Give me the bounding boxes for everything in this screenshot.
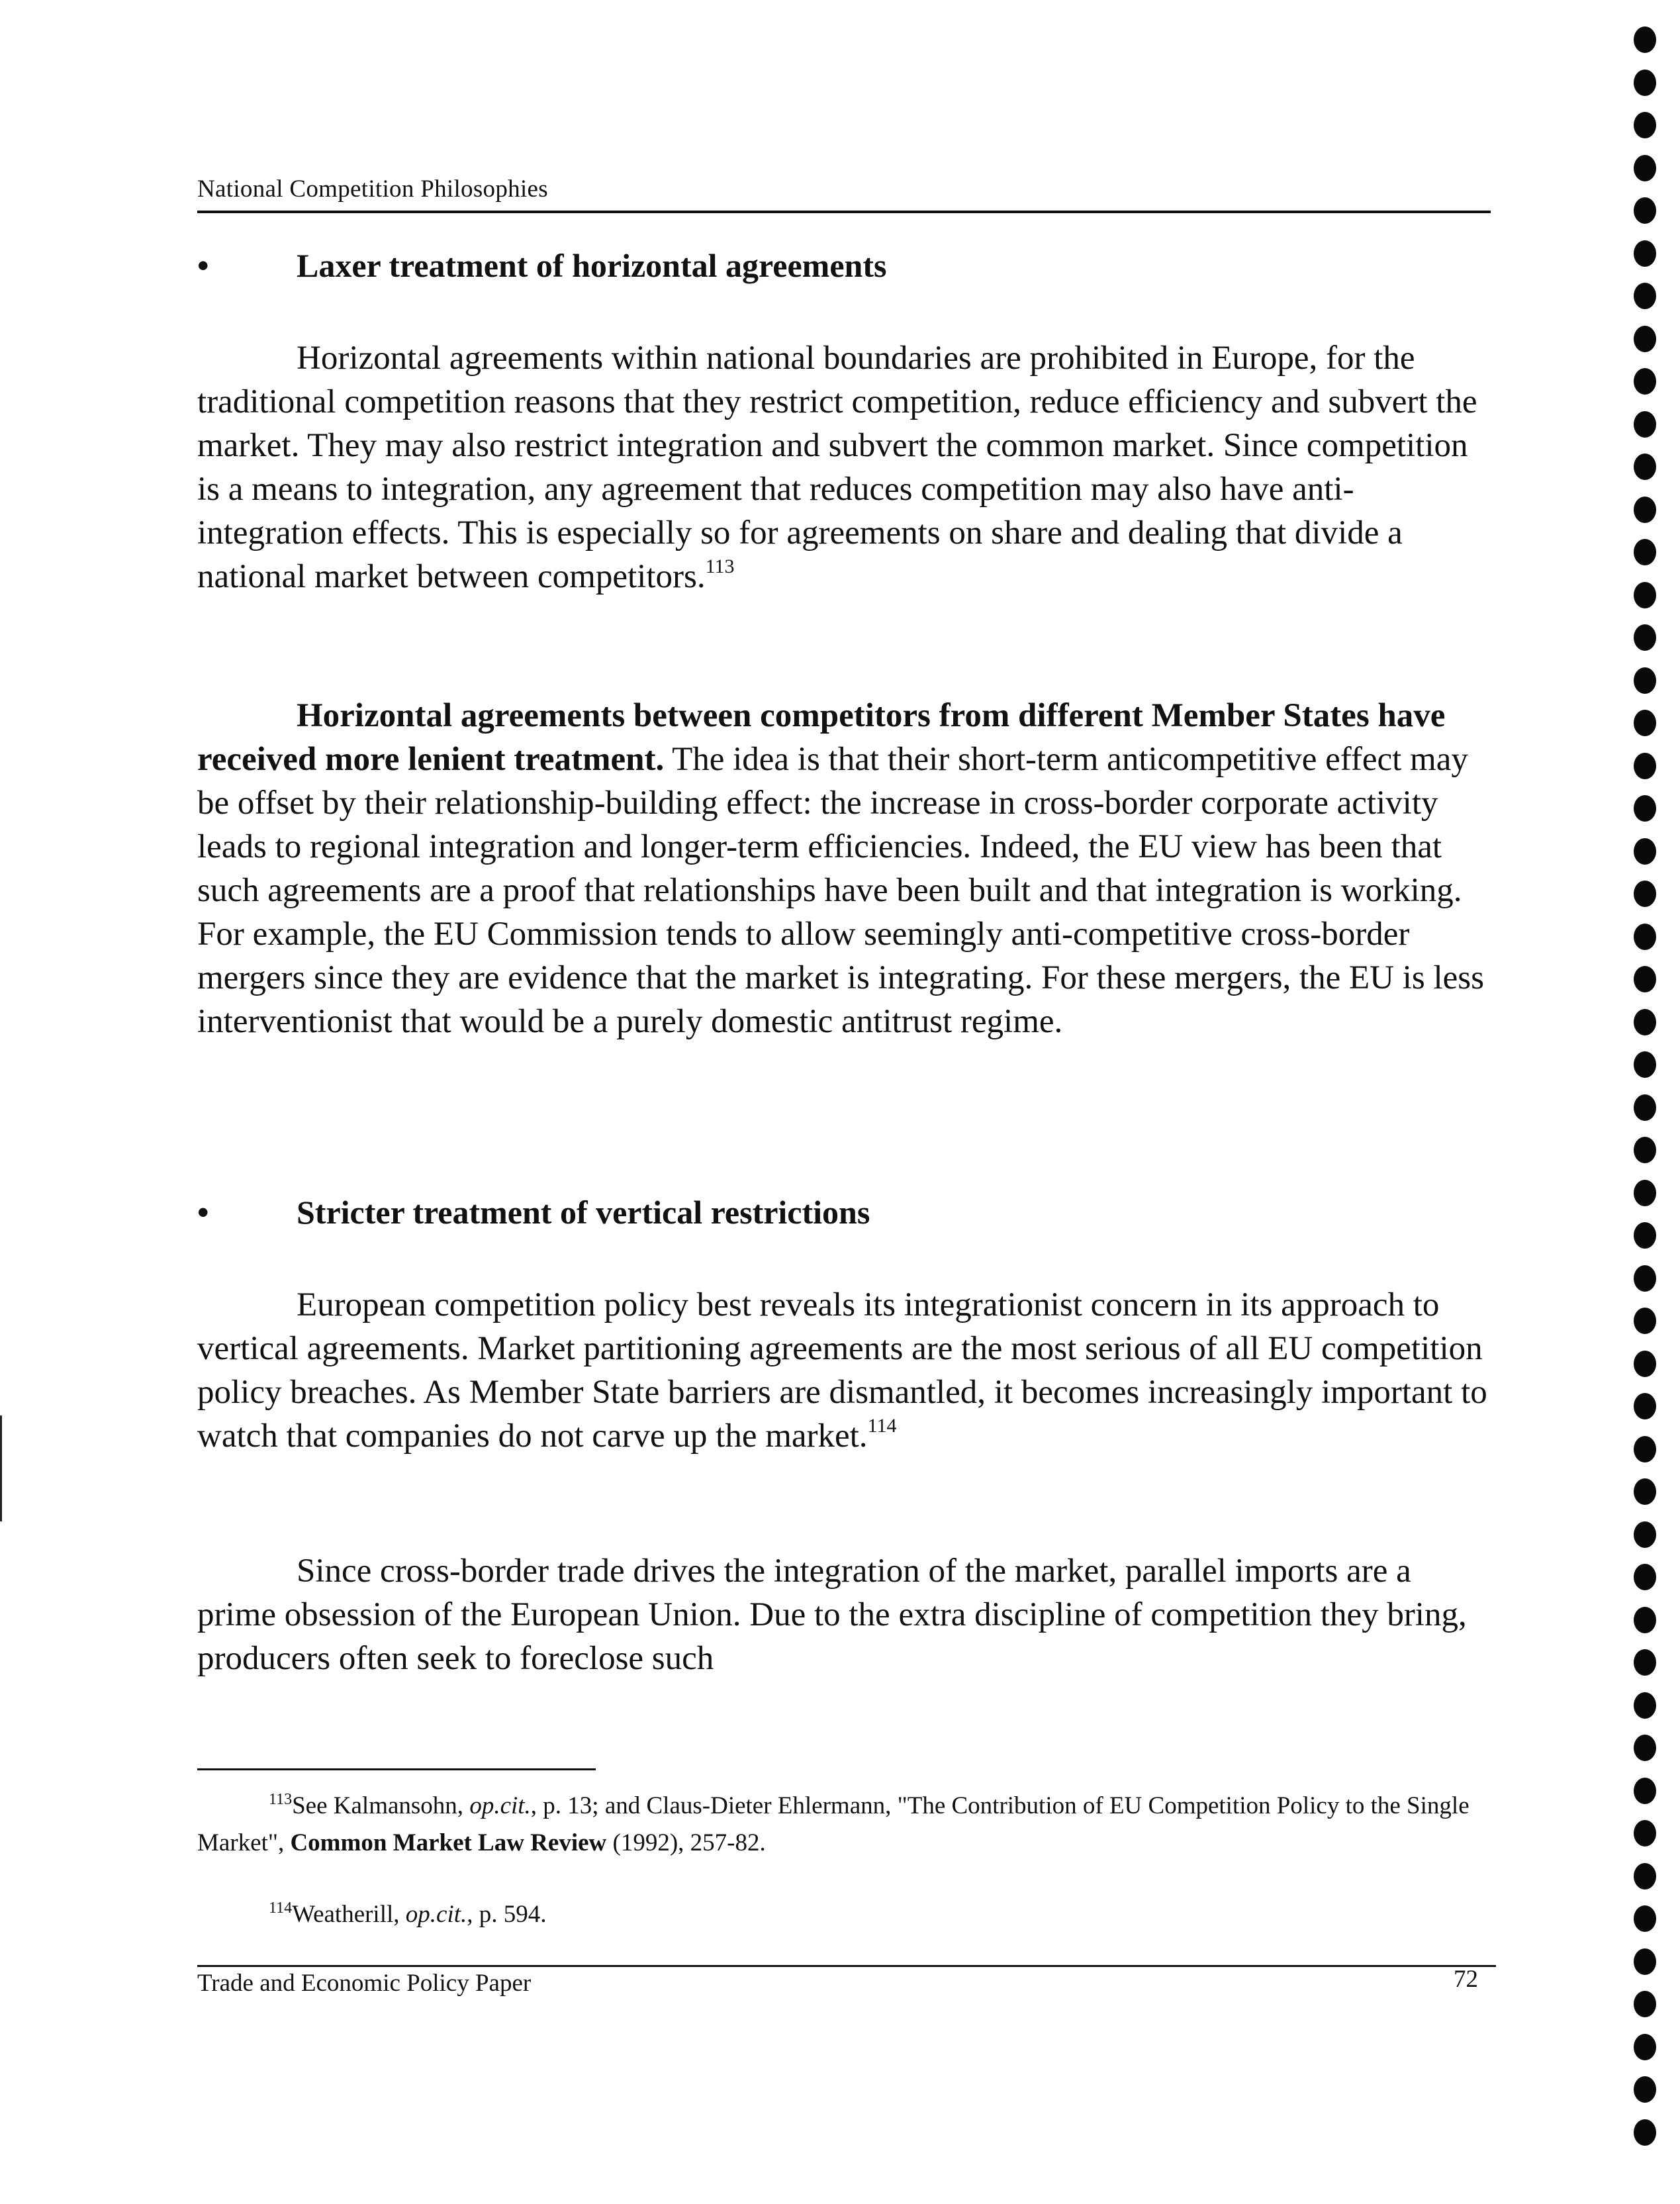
binding-hole	[1634, 924, 1656, 950]
paragraph-bold-lead: Horizontal agreements between competitors from different Member States have received more lenient treatment.	[197, 697, 1446, 778]
binding-hole	[1634, 497, 1656, 523]
binding-hole	[1634, 667, 1656, 694]
binding-hole	[1634, 1735, 1656, 1761]
binding-hole	[1634, 1564, 1656, 1590]
footnote-citation-italic: op.cit.	[405, 1901, 467, 1928]
binding-hole	[1634, 1393, 1656, 1419]
footnote-text: , p. 594.	[467, 1901, 547, 1928]
footnote-citation-italic: op.cit.	[469, 1792, 531, 1819]
binding-hole	[1634, 368, 1656, 395]
footnote-journal-title: Common Market Law Review	[290, 1829, 607, 1856]
binding-hole	[1634, 155, 1656, 181]
footnote-ref-113: 113	[705, 555, 735, 577]
binding-hole	[1634, 1265, 1656, 1292]
binding-hole	[1634, 1180, 1656, 1206]
footnote-113	[197, 1788, 1495, 1862]
running-header: National Competition Philosophies	[197, 175, 548, 203]
binding-hole	[1634, 710, 1656, 736]
footnote-114	[197, 1896, 1495, 1933]
binding-hole	[1634, 26, 1656, 53]
binding-hole	[1634, 1094, 1656, 1121]
section-heading-text: Stricter treatment of vertical restrictions	[297, 1194, 870, 1231]
binding-hole	[1634, 966, 1656, 992]
header-rule	[197, 211, 1491, 213]
paragraph-text: Since cross-border trade drives the integration of the market, parallel imports are a prime obsession of the European Union. Due to the extra discipline of competition they bring, producers often seek to foreclose such	[197, 1553, 1467, 1677]
binding-hole	[1634, 1051, 1656, 1078]
binding-hole	[1634, 624, 1656, 651]
binding-hole	[1634, 240, 1656, 267]
binding-hole	[1634, 326, 1656, 352]
binding-hole	[1634, 1436, 1656, 1462]
binding-hole	[1634, 1820, 1656, 1846]
binding-hole	[1634, 582, 1656, 608]
binding-hole	[1634, 795, 1656, 822]
binding-hole	[1634, 1137, 1656, 1163]
scan-edge-mark	[0, 1415, 2, 1521]
binding-hole	[1634, 411, 1656, 438]
binding-hole	[1634, 1521, 1656, 1548]
paragraph-horizontal-crossborder	[197, 694, 1497, 1043]
binding-hole	[1634, 1607, 1656, 1633]
footnote-text: See Kalmansohn,	[292, 1792, 470, 1819]
binding-hole	[1634, 70, 1656, 96]
footnote-ref-114: 114	[867, 1415, 897, 1437]
binding-hole	[1634, 838, 1656, 865]
section-heading-text: Laxer treatment of horizontal agreements	[297, 247, 887, 284]
binding-hole	[1634, 2076, 1656, 2103]
binding-hole	[1634, 1905, 1656, 1932]
paragraph-parallel-imports	[197, 1549, 1497, 1680]
paragraph-text: The idea is that their short-term anticompetitive effect may be offset by their relationship-building effect: the increase in cross-border corporate activity leads to regional integration and longer-term efficiencies. Indeed, the EU view has been that such agreements are a proof that relationships have been built and that integration is working. For example, the EU Commission tends to allow seemingly anti-competitive cross-border mergers since they are evidence that the market is integrating. For these mergers, the EU is less interventionist that would be a purely domestic antitrust regime.	[197, 741, 1485, 1040]
binding-holes	[1634, 26, 1663, 2198]
binding-hole	[1634, 2119, 1656, 2146]
footnote-text: Weatherill,	[292, 1901, 406, 1928]
binding-hole	[1634, 1991, 1656, 2017]
bullet-icon: •	[197, 1194, 209, 1231]
binding-hole	[1634, 197, 1656, 224]
footer-title: Trade and Economic Policy Paper	[197, 1970, 532, 1997]
binding-hole	[1634, 1778, 1656, 1804]
binding-hole	[1634, 1351, 1656, 1377]
binding-hole	[1634, 539, 1656, 565]
binding-hole	[1634, 2034, 1656, 2060]
binding-hole	[1634, 1222, 1656, 1249]
page-number: 72	[1454, 1966, 1478, 1993]
binding-hole	[1634, 1692, 1656, 1719]
footer-rule	[197, 1965, 1496, 1967]
binding-hole	[1634, 112, 1656, 138]
binding-hole	[1634, 1478, 1656, 1505]
binding-hole	[1634, 881, 1656, 907]
bullet-icon: •	[197, 247, 209, 284]
paragraph-horizontal-domestic	[197, 336, 1497, 599]
footnote-text: , p. 13; and Claus-Dieter Ehlermann, "The Contribution of EU Competition Policy to the Single Market",	[197, 1792, 1470, 1856]
binding-hole	[1634, 1009, 1656, 1035]
footnote-mark: 113	[269, 1791, 293, 1808]
binding-hole	[1634, 283, 1656, 309]
paragraph-vertical-agreements	[197, 1283, 1497, 1458]
binding-hole	[1634, 454, 1656, 480]
footnote-mark: 114	[269, 1899, 293, 1917]
binding-hole	[1634, 1863, 1656, 1890]
paragraph-text: Horizontal agreements within national boundaries are prohibited in Europe, for the traditional competition reasons that they restrict competition, reduce efficiency and subvert the market. They may also restrict integration and subvert the common market. Since competition is a means to integration, any agreement that reduces competition may also have anti-integration effects. This is especially so for agreements on share and dealing that divide a national market between competitors.	[197, 340, 1477, 595]
footnote-text: (1992), 257-82.	[606, 1829, 766, 1856]
footnote-separator	[197, 1768, 596, 1770]
binding-hole	[1634, 753, 1656, 779]
binding-hole	[1634, 1948, 1656, 1975]
binding-hole	[1634, 1308, 1656, 1334]
binding-hole	[1634, 1649, 1656, 1676]
paragraph-text: European competition policy best reveals its integrationist concern in its approach to vertical agreements. Market partitioning agreements are the most serious of all EU competition policy breaches. As Member State barriers are dismantled, it becomes increasingly important to watch that companies do not carve up the market.	[197, 1286, 1487, 1455]
